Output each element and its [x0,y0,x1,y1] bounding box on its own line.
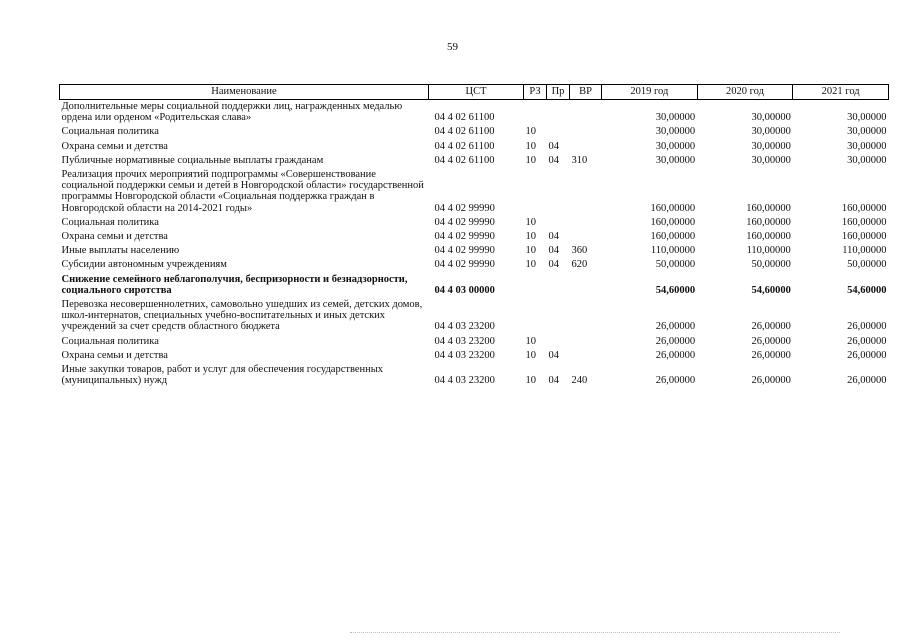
cell-pr [547,335,570,349]
cell-vr [570,349,602,363]
cell-y2021: 110,00000 [842,245,887,257]
cell-rz: 10 [525,245,536,257]
cell-y2019: 160,00000 [650,231,696,243]
cell-cst: 04 4 03 23200 [434,335,495,347]
cell-pr [547,125,570,139]
cell-y2021: 50,00000 [847,259,887,271]
table-row [60,140,889,154]
cell-rz: 10 [525,375,536,387]
cell-y2020: 50,00000 [751,259,791,271]
cell-pr: 04 [548,154,559,166]
cell-y2019: 50,00000 [655,259,696,271]
cell-vr [570,298,602,335]
cell-vr: 620 [571,259,588,271]
cell-name: Снижение семейного неблагополучия, беспризорности и безнадзорности, социального сиротства [61,273,408,296]
cell-y2021: 160,00000 [841,216,887,228]
cell-y2021: 54,60000 [847,284,887,296]
cell-pr: 04 [548,259,559,271]
cell-y2019: 30,00000 [655,112,696,124]
cell-pr: 04 [548,375,559,387]
cell-y2019: 160,00000 [650,202,696,214]
cell-y2021: 30,00000 [847,154,887,166]
table-row [60,273,889,298]
cell-rz: 10 [525,126,536,138]
cell-rz [524,298,547,335]
cell-name: Иные выплаты населению [61,245,180,257]
cell-vr: 240 [571,375,588,387]
table-row [60,335,889,349]
cell-y2021: 30,00000 [847,112,887,124]
cell-y2020: 30,00000 [751,140,791,152]
cell-vr [570,168,602,216]
cell-cst: 04 4 03 23200 [434,349,495,361]
cell-name: Социальная политика [61,216,159,228]
cell-pr [547,100,570,126]
cell-y2020: 160,00000 [746,231,791,243]
cell-pr [547,298,570,335]
cell-rz: 10 [525,349,536,361]
cell-y2020: 26,00000 [751,349,791,361]
table-row [60,363,889,388]
cell-cst: 04 4 02 61100 [434,154,495,166]
cell-y2021: 26,00000 [847,349,887,361]
cell-y2020: 30,00000 [751,112,791,124]
cell-cst: 04 4 03 23200 [434,321,495,333]
cell-name: Публичные нормативные социальные выплаты гражданам [61,154,324,166]
cell-y2019: 26,00000 [655,335,696,347]
header-2019: 2019 год [602,85,698,100]
cell-name: Перевозка несовершеннолетних, самовольно ушедших из семей, детских домов, школ-интернатов, специальных учебно-воспитательных и иных детских учреждений за счет средств областного бюджета [61,299,423,333]
cell-name: Субсидии автономным учреждениям [61,259,227,271]
table-row [60,230,889,244]
header-rz: РЗ [524,85,547,100]
cell-y2019: 160,00000 [650,216,696,228]
cell-y2019: 26,00000 [655,321,696,333]
table-row [60,125,889,139]
cell-y2019: 30,00000 [655,126,696,138]
table-body [60,100,889,389]
header-2021: 2021 год [793,85,889,100]
table-row [60,244,889,258]
cell-cst: 04 4 02 99990 [434,202,495,214]
table-row [60,168,889,216]
cell-y2020: 26,00000 [751,321,791,333]
header-cst: ЦСТ [429,85,524,100]
cell-y2021: 26,00000 [847,375,887,387]
cell-vr: 310 [571,154,588,166]
cell-y2021: 160,00000 [841,202,887,214]
cell-pr: 04 [548,140,559,152]
page-number: 59 [447,41,458,53]
cell-pr [547,216,570,230]
cell-rz: 10 [525,335,536,347]
cell-y2019: 26,00000 [655,375,696,387]
cell-name: Иные закупки товаров, работ и услуг для обеспечения государственных (муниципальных) нужд [61,364,384,387]
header-2020: 2020 год [697,85,793,100]
cell-vr [570,230,602,244]
cell-y2021: 160,00000 [841,231,887,243]
cell-cst: 04 4 02 99990 [434,245,495,257]
cell-y2019: 54,60000 [655,284,696,296]
cell-y2020: 26,00000 [751,335,791,347]
cell-vr [570,140,602,154]
cell-y2020: 160,00000 [746,202,791,214]
cell-vr [570,273,602,298]
cell-name: Охрана семьи и детства [61,140,168,152]
cell-name: Социальная политика [61,335,159,347]
cell-cst: 04 4 03 00000 [434,284,495,296]
cell-name: Реализация прочих мероприятий подпрограммы «Совершенствование социальной поддержки семьи и детей в Новгородской области» государственной программы Новгородской области «Социальная поддержка граждан в Новгородской области на 2014-2021 годы» [61,169,424,214]
cell-rz: 10 [525,259,536,271]
cell-y2019: 30,00000 [655,140,696,152]
cell-vr [570,335,602,349]
cell-y2020: 26,00000 [751,375,791,387]
cell-cst: 04 4 02 61100 [434,126,495,138]
cell-y2021: 26,00000 [847,335,887,347]
budget-table [59,84,889,388]
header-name: Наименование [60,85,429,100]
cell-y2019: 26,00000 [655,349,696,361]
cell-cst: 04 4 02 61100 [434,112,495,124]
cell-rz: 10 [525,216,536,228]
cell-name: Социальная политика [61,126,159,138]
cell-rz: 10 [525,231,536,243]
table-row [60,298,889,335]
cell-name: Охрана семьи и детства [61,231,168,243]
cell-vr [570,216,602,230]
cell-vr: 360 [571,245,588,257]
table-row [60,258,889,272]
cell-cst: 04 4 02 99990 [434,216,495,228]
cell-pr [547,168,570,216]
cell-rz: 10 [525,140,536,152]
table-row [60,100,889,126]
cell-rz: 10 [525,154,536,166]
table-row [60,154,889,168]
header-pr: Пр [547,85,570,100]
cell-y2021: 26,00000 [847,321,887,333]
cell-pr: 04 [548,245,559,257]
cell-rz [524,273,547,298]
cell-name: Дополнительные меры социальной поддержки лиц, награжденных медалью ордена или орденом «Родительская слава» [61,101,403,124]
cell-pr: 04 [548,349,559,361]
cell-cst: 04 4 02 61100 [434,140,495,152]
cell-rz [524,168,547,216]
cell-y2020: 160,00000 [746,216,791,228]
cell-y2020: 54,60000 [751,284,791,296]
cell-cst: 04 4 02 99990 [434,231,495,243]
cell-y2020: 30,00000 [751,154,791,166]
cell-y2019: 30,00000 [655,154,696,166]
table-header-row [60,85,889,100]
cell-vr [570,100,602,126]
table-row [60,349,889,363]
cell-vr [570,125,602,139]
cell-pr [547,273,570,298]
cell-y2020: 30,00000 [751,126,791,138]
cell-y2021: 30,00000 [847,140,887,152]
cell-y2019: 110,00000 [650,245,696,257]
cell-y2021: 30,00000 [847,126,887,138]
cell-rz [524,100,547,126]
cell-name: Охрана семьи и детства [61,349,168,361]
cell-y2020: 110,00000 [746,245,791,257]
scan-artifact-line [350,632,840,635]
cell-cst: 04 4 02 99990 [434,259,495,271]
table-row [60,216,889,230]
cell-cst: 04 4 03 23200 [434,375,495,387]
header-vr: ВР [570,85,602,100]
cell-pr: 04 [548,231,559,243]
